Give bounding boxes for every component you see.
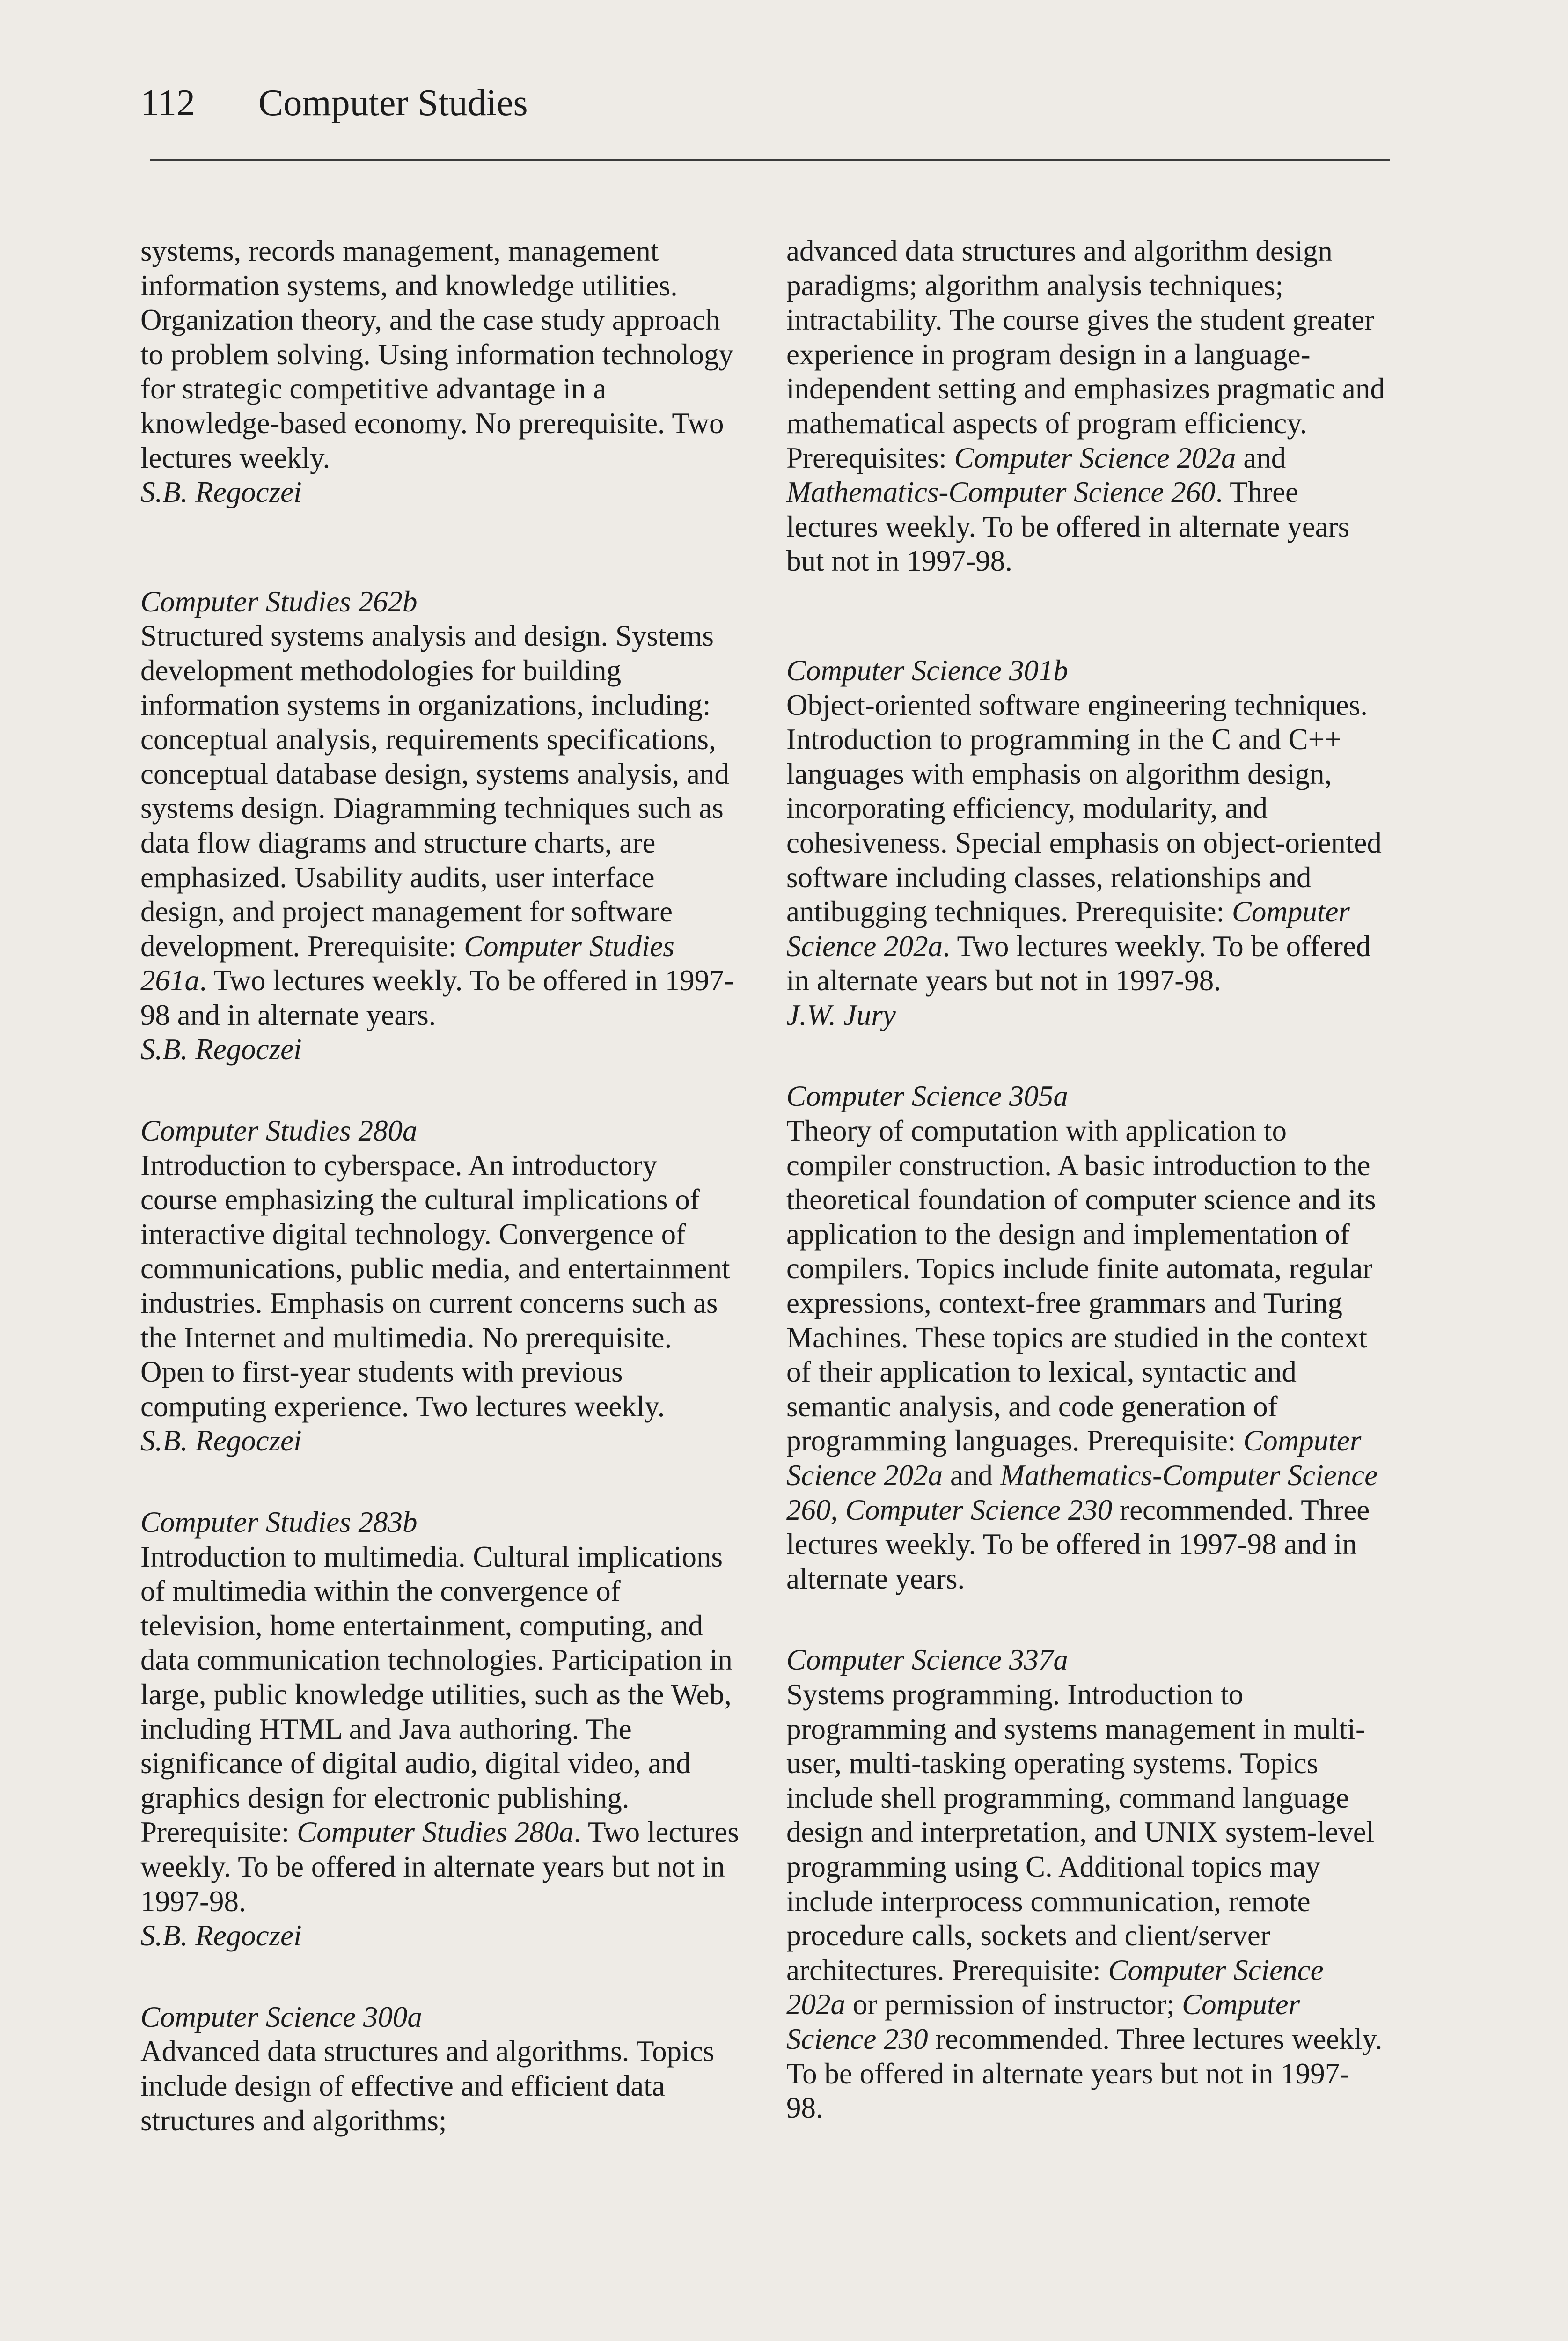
course-title: Computer Science 337a — [786, 1643, 1068, 1677]
prerequisite-course: Computer Science 202a — [786, 1953, 1324, 2021]
course-title: Computer Studies 262b — [140, 585, 418, 618]
course-title: Computer Science 305a — [786, 1080, 1068, 1113]
course-description: Systems programming. Introduction to programming and systems management in multi-user, multi-tasking operating systems. Topics include shell programming, command language design and interpretation, and UNIX system-level programming using C. Additional topics may include interprocess communication, remote procedure calls, sockets and client/server architectures. Prerequisite: Computer Science 202a or permission of instructor; Computer Science 230 recommended. Three lectures weekly. To be offered in alternate years but not in 1997-98. — [786, 1678, 1383, 2125]
course-description: Advanced data structures and algorithms. Topics include design of effective and efficient data structures and algorithms; — [140, 2035, 715, 2137]
course-instructor: S.B. Regoczei — [140, 1424, 302, 1458]
course-entry — [140, 585, 740, 1067]
course-description: Theory of computation with application to compiler construction. A basic introduction to the theoretical foundation of computer science and its application to the design and implementation of compilers. Topics include finite automata, regular expressions, context-free grammars and Turing Machines. These topics are studied in the context of their application to lexical, syntactic and semantic analysis, and code generation of programming languages. Prerequisite: Computer Science 202a and Mathematics-Computer Science 260, Computer Science 230 recommended. Three lectures weekly. To be offered in 1997-98 and in alternate years. — [786, 1114, 1378, 1595]
course-title: Computer Studies 280a — [140, 1114, 418, 1148]
course-instructor: S.B. Regoczei — [140, 1919, 302, 1952]
prerequisite-course: Computer Science 230 — [786, 1988, 1300, 2055]
course-entry-continued — [140, 234, 740, 510]
course-title: Computer Science 301b — [786, 654, 1068, 687]
prerequisite-course: Mathematics-Computer Science 260 — [786, 476, 1216, 509]
prerequisite-course: Computer Science 202a — [954, 441, 1236, 474]
page-header — [140, 80, 528, 126]
right-column — [786, 234, 1385, 2172]
course-title: Computer Science 300a — [140, 2000, 422, 2033]
prerequisite-course: Computer Studies 280a — [297, 1816, 574, 1849]
course-description: Object-oriented software engineering techniques. Introduction to programming in the C and C++ languages with emphasis on algorithm design, incorporating efficiency, modularity, and cohesiveness. Special emphasis on object-oriented software including classes, relationships and antibugging techniques. Prerequisite: Computer Science 202a. Two lectures weekly. To be offered in alternate years but not in 1997-98. — [786, 688, 1382, 997]
course-entry-continued — [786, 234, 1385, 579]
course-description: advanced data structures and algorithm design paradigms; algorithm analysis techniques; intractability. The course gives the student greater experience in program design in a language-independent setting and emphasizes pragmatic and mathematical aspects of program efficiency. Prerequisites: Computer Science 202a and Mathematics-Computer Science 260. Three lectures weekly. To be offered in alternate years but not in 1997-98. — [786, 235, 1385, 578]
course-description: systems, records management, management information systems, and knowledge utilities. Organization theory, and the case study approach to problem solving. Using information technology for strategic competitive advantage in a knowledge-based economy. No prerequisite. Two lectures weekly. — [140, 235, 733, 474]
page-number: 112 — [140, 82, 196, 124]
course-entry — [786, 1079, 1385, 1596]
course-description: Introduction to multimedia. Cultural implications of multimedia within the convergence of television, home entertainment, computing, and data communication technologies. Participation in large, public knowledge utilities, such as the Web, including HTML and Java authoring. The significance of digital audio, digital video, and graphics design for electronic publishing. Prerequisite: Computer Studies 280a. Two lectures weekly. To be offered in alternate years but not in 1997-98. — [140, 1540, 739, 1918]
header-rule — [150, 159, 1390, 161]
course-entry — [786, 654, 1385, 1033]
course-title: Computer Studies 283b — [140, 1506, 418, 1539]
course-description: Structured systems analysis and design. Systems development methodologies for building information systems in organizations, including: conceptual analysis, requirements specifications, conceptual database design, systems analysis, and systems design. Diagramming techniques such as data flow diagrams and structure charts, are emphasized. Usability audits, user interface design, and project management for software development. Prerequisite: Computer Studies 261a. Two lectures weekly. To be offered in 1997-98 and in alternate years. — [140, 619, 734, 1031]
course-instructor: S.B. Regoczei — [140, 1033, 302, 1066]
prerequisite-course: Computer Science 202a — [786, 1424, 1362, 1492]
course-entry — [786, 1643, 1385, 2125]
left-column — [140, 234, 740, 2185]
prerequisite-course: Computer Science 202a — [786, 895, 1350, 963]
section-title: Computer Studies — [258, 82, 528, 124]
course-description: Introduction to cyberspace. An introductory course emphasizing the cultural implications of interactive digital technology. Convergence of communications, public media, and entertainment industries. Emphasis on current concerns such as the Internet and multimedia. No prerequisite. Open to first-year students with previous computing experience. Two lectures weekly. — [140, 1148, 730, 1423]
course-entry — [140, 1505, 740, 1953]
course-instructor: J.W. Jury — [786, 998, 896, 1031]
course-instructor: S.B. Regoczei — [140, 476, 302, 509]
prerequisite-course: Computer Studies 261a — [140, 929, 674, 997]
prerequisite-course: Mathematics-Computer Science 260, Computer Science 230 — [786, 1459, 1378, 1526]
course-entry — [140, 1114, 740, 1458]
course-entry — [140, 2000, 740, 2138]
